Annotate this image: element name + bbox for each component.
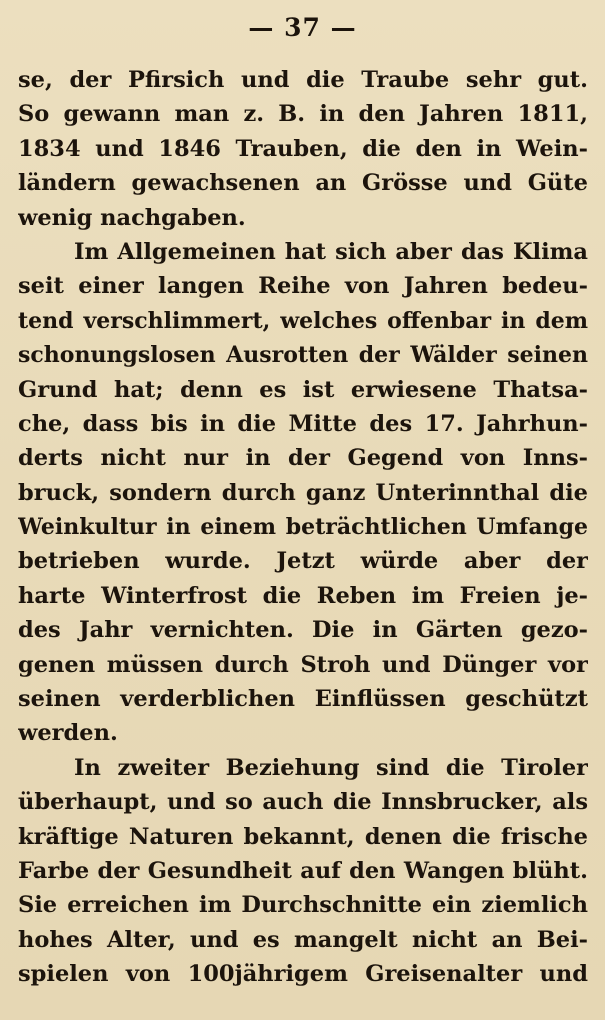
- text-line: wenig nachgaben.: [18, 204, 246, 231]
- text-line: seit einer langen Reihe von Jahren bedeu-: [18, 273, 588, 300]
- text-line: werden.: [18, 720, 118, 747]
- text-line: kräftige Naturen bekannt, denen die frische: [18, 823, 588, 850]
- text-line: In zweiter Beziehung sind die Tiroler: [74, 754, 588, 781]
- text-line: harte Winterfrost die Reben im Freien je-: [18, 582, 588, 609]
- text-line: tend verschlimmert, welches offenbar in dem: [18, 307, 588, 334]
- text-line: hohes Alter, und es mangelt nicht an Bei-: [18, 926, 588, 953]
- text-line: che, dass bis in die Mitte des 17. Jahrhun-: [18, 410, 588, 437]
- text-line: des Jahr vernichten. Die in Gärten gezo-: [18, 617, 588, 644]
- text-line: So gewann man z. B. in den Jahren 1811,: [18, 101, 588, 128]
- text-line: Farbe der Gesundheit auf den Wangen blüht.: [18, 857, 588, 884]
- text-line: Weinkultur in einem beträchtlichen Umfange: [18, 514, 588, 541]
- body-text: [18, 63, 588, 992]
- text-line: genen müssen durch Stroh und Dünger vor: [18, 651, 588, 678]
- text-line: schonungslosen Ausrotten der Wälder seinen: [18, 342, 588, 369]
- text-line: ländern gewachsenen an Grösse und Güte: [18, 170, 588, 197]
- text-line: Sie erreichen im Durchschnitte ein ziemlich: [18, 892, 588, 919]
- text-line: bruck, sondern durch ganz Unterinnthal die: [18, 479, 588, 506]
- text-line: seinen verderblichen Einflüssen geschützt: [18, 686, 588, 713]
- text-line: spielen von 100jährigem Greisenalter und: [18, 961, 588, 988]
- page-number: — 37 —: [248, 13, 357, 42]
- text-line: 1834 und 1846 Trauben, die den in Wein-: [18, 135, 588, 162]
- text-line: betrieben wurde. Jetzt würde aber der: [18, 548, 588, 575]
- text-line: derts nicht nur in der Gegend von Inns-: [18, 445, 588, 472]
- text-line: se, der Pfirsich und die Traube sehr gut.: [18, 67, 588, 93]
- text-line: Grund hat; denn es ist erwiesene Thatsa-: [18, 376, 588, 403]
- text-line: überhaupt, und so auch die Innsbrucker, als: [18, 789, 588, 816]
- text-line: Im Allgemeinen hat sich aber das Klima: [74, 238, 588, 265]
